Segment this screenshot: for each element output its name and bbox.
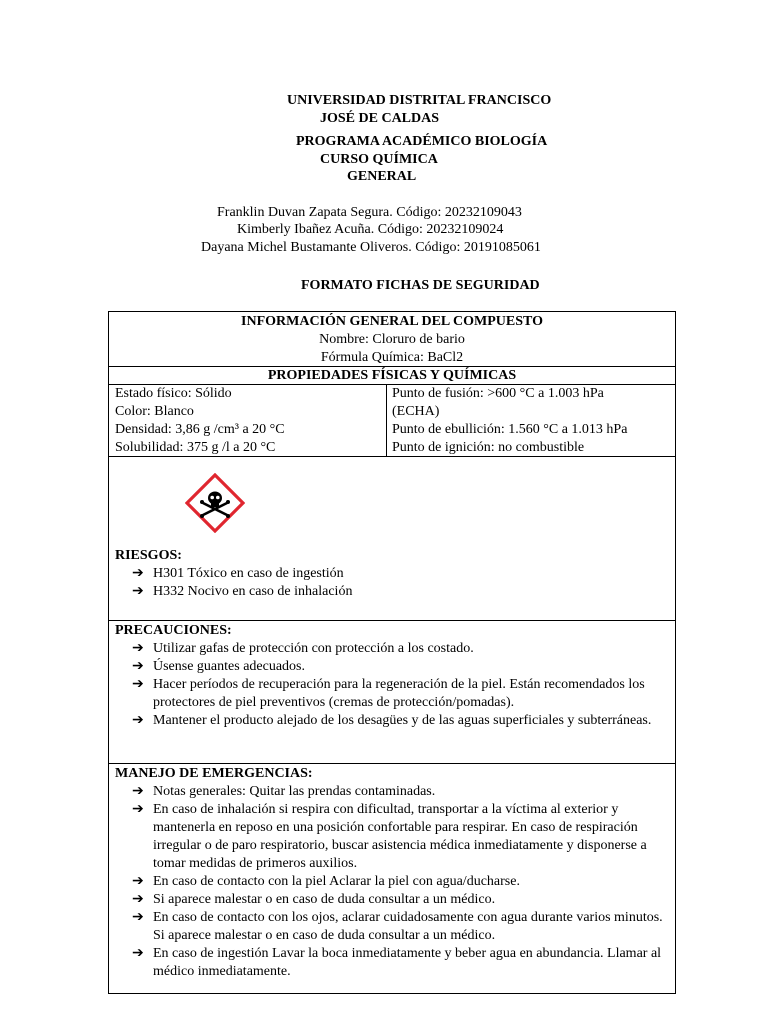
arrow-bullet-icon: ➔ (132, 584, 144, 599)
precautions-title: PRECAUCIONES: (115, 623, 232, 638)
course-name-line1: CURSO QUÍMICA (320, 152, 438, 167)
document-title: FORMATO FICHAS DE SEGURIDAD (301, 278, 540, 293)
arrow-bullet-icon: ➔ (132, 677, 144, 692)
arrow-bullet-icon: ➔ (132, 713, 144, 728)
general-info-section (109, 312, 675, 367)
list-item: ➔ En caso de ingestión Lavar la boca inmediatamente y beber agua en abundancia. Llamar al médico inmediatamente. (132, 946, 662, 979)
list-item: ➔ En caso de inhalación si respira con dificultad, transportar a la víctima al exterior y mantenerla en reposo en una posición confortable para respirar. En caso de respiración irregular o de paro respiratorio, buscar asistencia médica inmediatamente y disponerse a tomar medidas de primeros auxilios. (132, 802, 647, 871)
emergencies-title: MANEJO DE EMERGENCIAS: (115, 766, 313, 781)
arrow-bullet-icon: ➔ (132, 874, 144, 889)
arrow-bullet-icon: ➔ (132, 566, 144, 581)
properties-title: PROPIEDADES FÍSICAS Y QUÍMICAS (109, 367, 675, 385)
property-ignition-point: Punto de ignición: no combustible (392, 440, 585, 455)
author-1: Franklin Duvan Zapata Segura. Código: 20232109043 (217, 205, 522, 220)
safety-sheet (108, 311, 676, 994)
list-item: ➔ Mantener el producto alejado de los desagües y de las aguas superficiales y subterráneas. (132, 713, 652, 728)
emergencies-list (109, 783, 675, 981)
list-item: ➔ H332 Nocivo en caso de inhalación (132, 584, 353, 599)
precautions-list (109, 640, 675, 730)
arrow-bullet-icon: ➔ (132, 641, 144, 656)
list-item: ➔ H301 Tóxico en caso de ingestión (132, 566, 344, 581)
arrow-bullet-icon: ➔ (132, 659, 144, 674)
list-item: ➔ Utilizar gafas de protección con protección a los costado. (132, 641, 474, 656)
list-item: ➔ En caso de contacto con los ojos, aclarar cuidadosamente con agua durante varios minutos. Si aparece malestar o en caso de duda consultar a un médico. (132, 910, 663, 943)
risks-section (109, 457, 675, 621)
list-item: ➔ Si aparece malestar o en caso de duda consultar a un médico. (132, 892, 496, 907)
arrow-bullet-icon: ➔ (132, 892, 144, 907)
list-item: ➔ Notas generales: Quitar las prendas contaminadas. (132, 784, 436, 799)
property-solubility: Solubilidad: 375 g /l a 20 °C (115, 440, 276, 455)
general-info-title: INFORMACIÓN GENERAL DEL COMPUESTO (241, 314, 543, 329)
risks-title: RIESGOS: (115, 548, 182, 563)
university-name-line1: UNIVERSIDAD DISTRITAL FRANCISCO (287, 93, 552, 108)
author-3: Dayana Michel Bustamante Oliveros. Código: 20191085061 (201, 240, 541, 255)
property-color: Color: Blanco (115, 404, 194, 419)
properties-right-column (386, 385, 675, 456)
compound-name: Nombre: Cloruro de bario (319, 332, 465, 347)
university-name-line2: JOSÉ DE CALDAS (320, 111, 440, 126)
list-item: ➔ Hacer períodos de recuperación para la regeneración de la piel. Están recomendados los protectores de piel preventivos (cremas de protección/pomadas). (132, 677, 645, 710)
list-item: ➔ Úsense guantes adecuados. (132, 659, 306, 674)
property-melting-point-source: (ECHA) (392, 404, 440, 419)
property-density: Densidad: 3,86 g /cm³ a 20 °C (115, 422, 285, 437)
risks-list (109, 565, 675, 601)
course-name-line2: GENERAL (347, 169, 417, 184)
property-melting-point: Punto de fusión: >600 °C a 1.003 hPa (392, 386, 604, 401)
emergencies-section (109, 764, 675, 993)
author-2: Kimberly Ibañez Acuña. Código: 20232109024 (237, 222, 504, 237)
property-state: Estado físico: Sólido (115, 386, 232, 401)
property-boiling-point: Punto de ebullición: 1.560 °C a 1.013 hPa (392, 422, 628, 437)
skull-crossbones-ghs-icon (185, 473, 245, 533)
compound-formula: Fórmula Química: BaCl2 (320, 350, 464, 365)
list-item: ➔ En caso de contacto con la piel Aclarar la piel con agua/ducharse. (132, 874, 520, 889)
precautions-section (109, 621, 675, 764)
arrow-bullet-icon: ➔ (132, 784, 144, 799)
program-name: PROGRAMA ACADÉMICO BIOLOGÍA (296, 134, 548, 149)
arrow-bullet-icon: ➔ (132, 802, 144, 817)
arrow-bullet-icon: ➔ (132, 946, 144, 961)
arrow-bullet-icon: ➔ (132, 910, 144, 925)
properties-grid (109, 385, 675, 457)
properties-left-column (109, 385, 386, 456)
